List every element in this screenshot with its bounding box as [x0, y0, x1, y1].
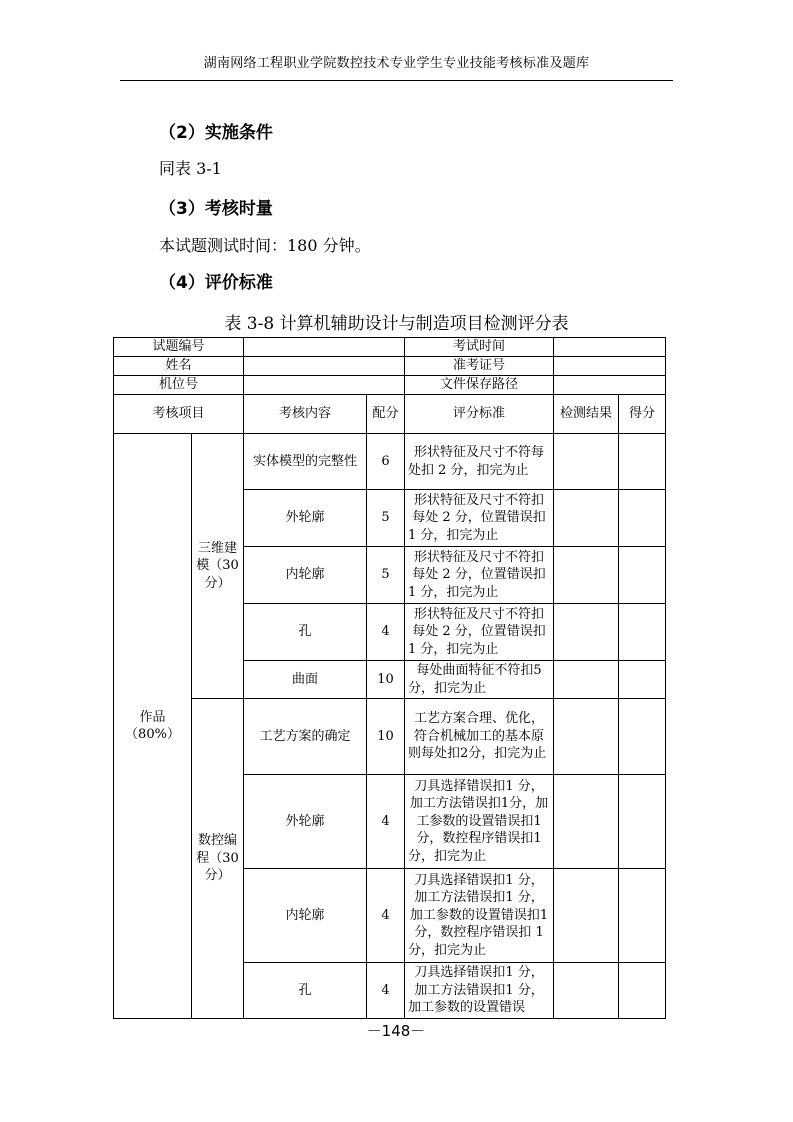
category-cell: 作品（80%） — [114, 434, 192, 1019]
score-cell: 6 — [367, 434, 405, 490]
points-cell[interactable] — [619, 434, 666, 490]
table-caption: 表 3-8 计算机辅助设计与制造项目检测评分表 — [224, 314, 569, 334]
table-row — [114, 434, 666, 490]
standard-cell: 工艺方案合理、优化，符合机械加工的基本原则每处扣2分，扣完为止 — [405, 699, 554, 775]
standard-cell: 刀具选择错误扣1 分，加工方法错误扣1 分，加工参数的设置错误 — [405, 963, 554, 1019]
seat-no-value[interactable] — [244, 376, 405, 395]
ticket-no-label: 准考证号 — [405, 357, 554, 376]
time-text: 本试题测试时间：180 分钟。 — [159, 236, 371, 255]
scoring-table — [113, 337, 666, 1019]
table-row — [114, 699, 666, 775]
info-row — [114, 357, 666, 376]
info-row — [114, 376, 666, 395]
col-header-result: 检测结果 — [554, 395, 619, 434]
time-heading: （3）考核时量 — [159, 199, 273, 219]
content-cell: 内轮廓 — [244, 869, 367, 963]
header-divider — [120, 80, 673, 81]
standard-cell: 形状特征及尺寸不符扣每处 2 分，位置错误扣 1 分，扣完为止 — [405, 490, 554, 547]
criteria-heading: （4）评价标准 — [159, 273, 273, 293]
seat-no-label: 机位号 — [114, 376, 244, 395]
points-cell[interactable] — [619, 661, 666, 699]
col-header-points: 得分 — [619, 395, 666, 434]
points-cell[interactable] — [619, 775, 666, 869]
content-cell: 工艺方案的确定 — [244, 699, 367, 775]
exam-no-label: 试题编号 — [114, 338, 244, 357]
info-row — [114, 338, 666, 357]
content-cell: 实体模型的完整性 — [244, 434, 367, 490]
col-header-standard: 评分标准 — [405, 395, 554, 434]
result-cell[interactable] — [554, 963, 619, 1019]
content-cell: 外轮廓 — [244, 490, 367, 547]
exam-time-label: 考试时间 — [405, 338, 554, 357]
points-cell[interactable] — [619, 869, 666, 963]
points-cell[interactable] — [619, 547, 666, 604]
group-cell-modeling: 三维建模（30分） — [192, 434, 244, 699]
col-header-item: 考核项目 — [114, 395, 244, 434]
standard-cell: 每处曲面特征不符扣5分，扣完为止 — [405, 661, 554, 699]
exam-no-value[interactable] — [244, 338, 405, 357]
result-cell[interactable] — [554, 699, 619, 775]
content-cell: 曲面 — [244, 661, 367, 699]
conditions-text: 同表 3-1 — [159, 159, 222, 178]
standard-cell: 形状特征及尺寸不符扣每处 2 分，位置错误扣 1 分，扣完为止 — [405, 604, 554, 661]
standard-cell: 刀具选择错误扣1 分，加工方法错误扣1分，加工参数的设置错误扣1分，数控程序错误扣1分，扣完为止 — [405, 775, 554, 869]
conditions-heading: （2）实施条件 — [159, 123, 273, 143]
name-value[interactable] — [244, 357, 405, 376]
result-cell[interactable] — [554, 547, 619, 604]
result-cell[interactable] — [554, 490, 619, 547]
points-cell[interactable] — [619, 490, 666, 547]
standard-cell: 形状特征及尺寸不符每处扣 2 分，扣完为止 — [405, 434, 554, 490]
score-cell: 5 — [367, 547, 405, 604]
save-path-label: 文件保存路径 — [405, 376, 554, 395]
score-cell: 10 — [367, 699, 405, 775]
points-cell[interactable] — [619, 963, 666, 1019]
result-cell[interactable] — [554, 869, 619, 963]
col-header-content: 考核内容 — [244, 395, 367, 434]
content-cell: 内轮廓 — [244, 547, 367, 604]
result-cell[interactable] — [554, 434, 619, 490]
result-cell[interactable] — [554, 661, 619, 699]
col-header-score: 配分 — [367, 395, 405, 434]
content-cell: 孔 — [244, 604, 367, 661]
page-number: －148－ — [366, 1022, 426, 1040]
score-cell: 4 — [367, 604, 405, 661]
running-header: 湖南网络工程职业学院数控技术专业学生专业技能考核标准及题库 — [203, 56, 590, 71]
result-cell[interactable] — [554, 604, 619, 661]
score-cell: 5 — [367, 490, 405, 547]
score-cell: 10 — [367, 661, 405, 699]
content-cell: 孔 — [244, 963, 367, 1019]
result-cell[interactable] — [554, 775, 619, 869]
save-path-value[interactable] — [554, 376, 666, 395]
group-cell-programming: 数控编程（30分） — [192, 699, 244, 1019]
content-cell: 外轮廓 — [244, 775, 367, 869]
score-cell: 4 — [367, 869, 405, 963]
name-label: 姓名 — [114, 357, 244, 376]
ticket-no-value[interactable] — [554, 357, 666, 376]
standard-cell: 刀具选择错误扣1 分，加工方法错误扣1 分，加工参数的设置错误扣1分，数控程序错误扣 1分，扣完为止 — [405, 869, 554, 963]
score-cell: 4 — [367, 963, 405, 1019]
points-cell[interactable] — [619, 699, 666, 775]
header-row — [114, 395, 666, 434]
score-cell: 4 — [367, 775, 405, 869]
points-cell[interactable] — [619, 604, 666, 661]
standard-cell: 形状特征及尺寸不符扣每处 2 分，位置错误扣 1 分，扣完为止 — [405, 547, 554, 604]
exam-time-value[interactable] — [554, 338, 666, 357]
